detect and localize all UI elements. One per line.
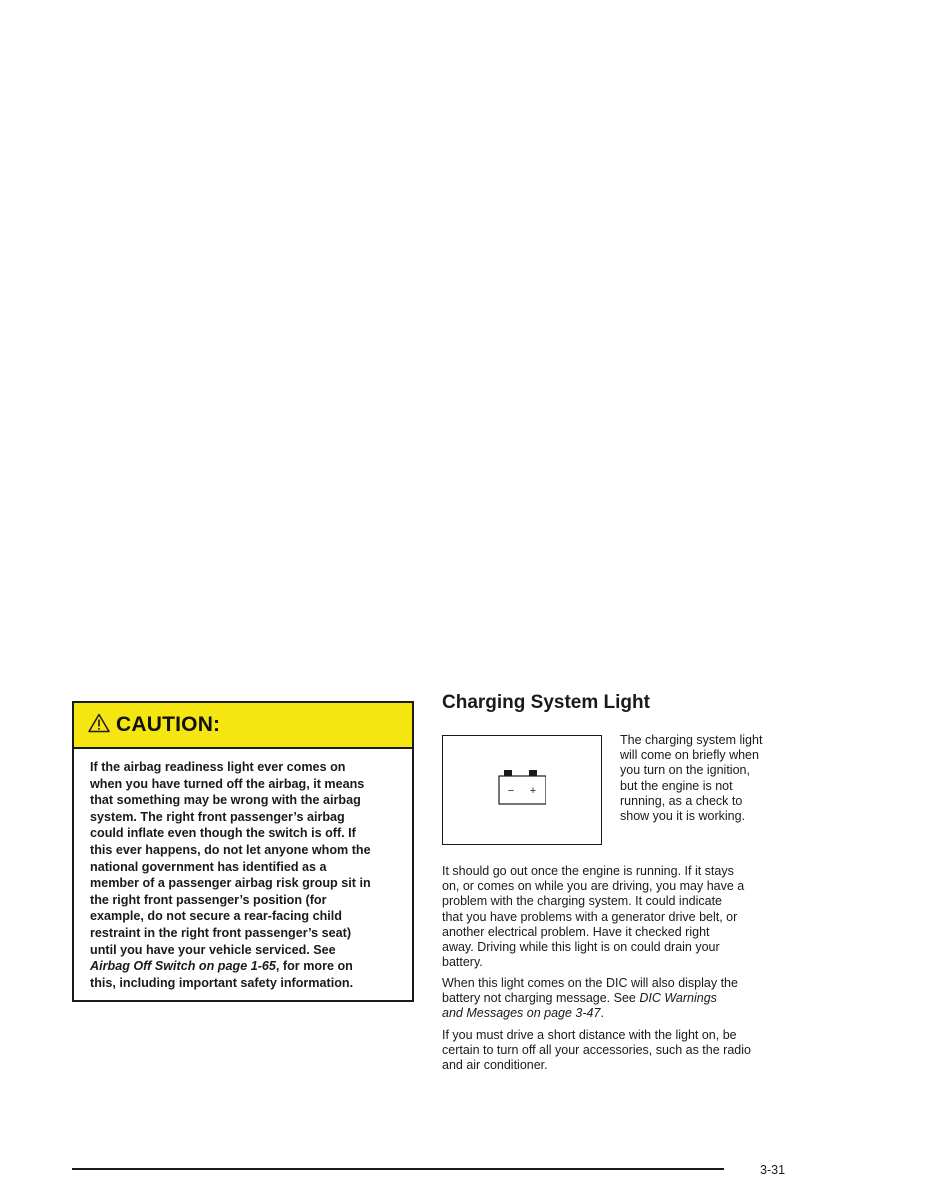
caution-line: that something may be wrong with the airbag — [90, 793, 361, 808]
charging-light-figure — [442, 735, 602, 845]
paragraph-goes-out — [442, 864, 744, 970]
airbag-off-switch-reference[interactable]: Airbag Off Switch on page 1-65 — [90, 959, 276, 974]
text-line — [442, 1006, 738, 1021]
caution-line: this, including important safety information. — [90, 975, 354, 990]
text-segment: . — [600, 1006, 604, 1021]
paragraph-drive-short-distance — [442, 1028, 751, 1074]
caution-line: national government has identified as a — [90, 859, 327, 874]
text-line: running, as a check to — [620, 793, 743, 808]
text-line: away. Driving while this light is on could drain your — [442, 940, 720, 955]
caution-line: example, do not secure a rear-facing child — [90, 909, 342, 924]
text-line: It should go out once the engine is running. If it stays — [442, 864, 734, 878]
warning-triangle-icon — [88, 713, 110, 733]
battery-icon — [496, 767, 546, 807]
page-number: 3-31 — [760, 1163, 786, 1177]
caution-line: restraint in the right front passenger’s seat) — [90, 925, 352, 940]
text-line: If you must drive a short distance with the light on, be — [442, 1028, 737, 1042]
text-line: will come on briefly when — [620, 748, 759, 763]
text-segment: battery not charging message. See — [442, 991, 640, 1006]
text-line: you turn on the ignition, — [620, 763, 750, 778]
caution-box — [72, 701, 414, 1002]
text-line: that you have problems with a generator drive belt, or — [442, 909, 738, 924]
dic-warnings-reference[interactable]: DIC Warnings — [639, 991, 717, 1006]
text-line: certain to turn off all your accessories, such as the radio — [442, 1043, 751, 1058]
paragraph-dic-message — [442, 976, 738, 1022]
caution-line: this ever happens, do not let anyone whom the — [90, 842, 371, 857]
text-line: show you it is working. — [620, 809, 746, 824]
text-line: battery. — [442, 955, 483, 970]
caution-line: member of a passenger airbag risk group sit in — [90, 876, 371, 891]
caution-line: system. The right front passenger’s airbag — [90, 809, 345, 824]
section-title: Charging System Light — [442, 692, 650, 713]
text-line: but the engine is not — [620, 778, 733, 793]
battery-plus-label: + — [529, 785, 537, 797]
caution-line: until you have your vehicle serviced. See — [90, 942, 336, 957]
text-line: The charging system light — [620, 733, 763, 747]
charging-intro-text — [620, 733, 762, 824]
text-line: on, or comes on while you are driving, you may have a — [442, 879, 745, 894]
caution-ref-suffix: , for more on — [275, 959, 353, 974]
caution-line: when you have turned off the airbag, it means — [90, 776, 365, 791]
text-line: another electrical problem. Have it checked right — [442, 924, 710, 939]
dic-warnings-reference-cont[interactable]: and Messages on page 3-47 — [442, 1006, 601, 1021]
caution-line: If the airbag readiness light ever comes on — [90, 760, 346, 774]
caution-line: the right front passenger’s position (for — [90, 892, 327, 907]
footer-divider — [72, 1168, 724, 1170]
text-line: When this light comes on the DIC will also display the — [442, 976, 738, 990]
battery-minus-label: − — [507, 785, 515, 797]
caution-line — [90, 958, 396, 975]
caution-line: could inflate even though the switch is off. If — [90, 826, 356, 841]
caution-body — [74, 749, 412, 991]
text-line: problem with the charging system. It could indicate — [442, 894, 722, 909]
text-line — [442, 991, 738, 1006]
text-line: and air conditioner. — [442, 1058, 548, 1073]
caution-title: CAUTION: — [116, 713, 221, 736]
caution-header — [74, 703, 412, 749]
